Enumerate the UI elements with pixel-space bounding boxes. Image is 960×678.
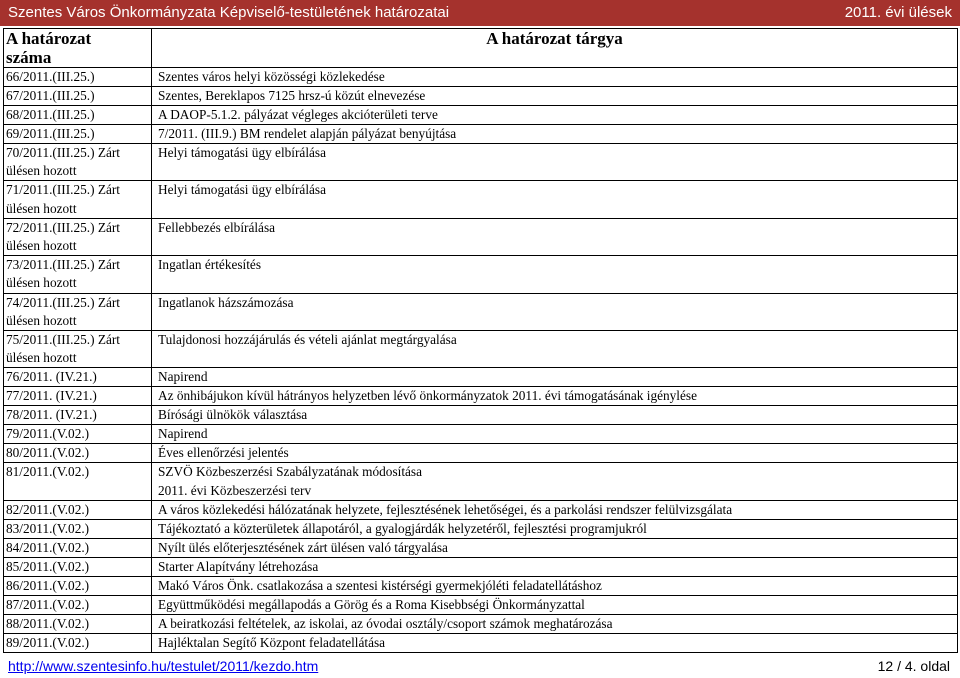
resolution-number: 66/2011.(III.25.) [4, 68, 152, 87]
column-header-subject: A határozat tárgya [152, 29, 958, 68]
resolution-number: 75/2011.(III.25.) Zárt ülésen hozott [4, 331, 152, 368]
resolution-number: 67/2011.(III.25.) [4, 87, 152, 106]
table-row [4, 368, 958, 387]
resolution-subject: Szentes város helyi közösségi közlekedése [152, 68, 958, 87]
table-row [4, 181, 958, 218]
header-session: 2011. évi ülések [844, 4, 952, 21]
table-header-row [4, 29, 958, 68]
table-row [4, 633, 958, 652]
resolution-subject: A város közlekedési hálózatának helyzete, fejlesztésének lehetőségei, és a parkolási rendszer felülvizsgálata [152, 500, 958, 519]
resolution-number: 88/2011.(V.02.) [4, 614, 152, 633]
resolution-number: 69/2011.(III.25.) [4, 125, 152, 144]
resolution-number: 82/2011.(V.02.) [4, 500, 152, 519]
resolution-subject: Helyi támogatási ügy elbírálása [152, 144, 958, 181]
table-row [4, 463, 958, 500]
resolution-number: 84/2011.(V.02.) [4, 538, 152, 557]
resolution-subject: Az önhibájukon kívül hátrányos helyzetben lévő önkormányzatok 2011. évi támogatásának igénylése [152, 387, 958, 406]
table-row [4, 425, 958, 444]
resolution-subject: Fellebbezés elbírálása [152, 218, 958, 255]
resolution-number: 74/2011.(III.25.) Zárt ülésen hozott [4, 293, 152, 330]
resolution-number: 80/2011.(V.02.) [4, 444, 152, 463]
table-row [4, 256, 958, 293]
resolution-subject: Ingatlan értékesítés [152, 256, 958, 293]
table-row [4, 519, 958, 538]
table-row [4, 106, 958, 125]
resolution-number: 78/2011. (IV.21.) [4, 406, 152, 425]
resolution-number: 72/2011.(III.25.) Zárt ülésen hozott [4, 218, 152, 255]
resolution-number: 77/2011. (IV.21.) [4, 387, 152, 406]
resolution-number: 68/2011.(III.25.) [4, 106, 152, 125]
resolution-subject: Tájékoztató a közterületek állapotáról, a gyalogjárdák helyzetéről, fejlesztési programjukról [152, 519, 958, 538]
resolution-number: 85/2011.(V.02.) [4, 557, 152, 576]
resolution-number: 89/2011.(V.02.) [4, 633, 152, 652]
resolution-number: 70/2011.(III.25.) Zárt ülésen hozott [4, 144, 152, 181]
table-row [4, 293, 958, 330]
resolution-number: 73/2011.(III.25.) Zárt ülésen hozott [4, 256, 152, 293]
resolution-number: 81/2011.(V.02.) [4, 463, 152, 500]
resolution-subject: Bírósági ülnökök választása [152, 406, 958, 425]
resolution-subject: Napirend [152, 425, 958, 444]
resolution-subject: Makó Város Önk. csatlakozása a szentesi kistérségi gyermekjóléti feladatellátáshoz [152, 576, 958, 595]
table-row [4, 68, 958, 87]
resolution-number: 76/2011. (IV.21.) [4, 368, 152, 387]
page-footer [0, 655, 960, 677]
page-header [0, 0, 960, 26]
table-row [4, 576, 958, 595]
resolution-subject: 7/2011. (III.9.) BM rendelet alapján pályázat benyújtása [152, 125, 958, 144]
table-row [4, 614, 958, 633]
resolution-number: 71/2011.(III.25.) Zárt ülésen hozott [4, 181, 152, 218]
table-row [4, 387, 958, 406]
resolution-subject: Nyílt ülés előterjesztésének zárt ülésen való tárgyalása [152, 538, 958, 557]
resolution-number: 86/2011.(V.02.) [4, 576, 152, 595]
resolution-subject: Hajléktalan Segítő Központ feladatellátása [152, 633, 958, 652]
resolution-subject: Együttműködési megállapodás a Görög és a Roma Kisebbségi Önkormányzattal [152, 595, 958, 614]
table-row [4, 87, 958, 106]
table-row [4, 444, 958, 463]
table-row [4, 331, 958, 368]
table-row [4, 125, 958, 144]
table-row [4, 500, 958, 519]
source-url-link[interactable]: http://www.szentesinfo.hu/testulet/2011/kezdo.htm [8, 658, 319, 674]
column-header-number: A határozat száma [4, 29, 152, 68]
resolution-number: 79/2011.(V.02.) [4, 425, 152, 444]
table-row [4, 144, 958, 181]
page-number: 12 / 4. oldal [877, 658, 950, 674]
table-row [4, 557, 958, 576]
table-row [4, 218, 958, 255]
resolution-number: 87/2011.(V.02.) [4, 595, 152, 614]
resolution-subject: Tulajdonosi hozzájárulás és vételi ajánlat megtárgyalása [152, 331, 958, 368]
resolution-subject: Szentes, Bereklapos 7125 hrsz-ú közút elnevezése [152, 87, 958, 106]
table-row [4, 538, 958, 557]
resolution-number: 83/2011.(V.02.) [4, 519, 152, 538]
table-row [4, 406, 958, 425]
table-row [4, 595, 958, 614]
resolution-subject: Ingatlanok házszámozása [152, 293, 958, 330]
resolution-subject: Éves ellenőrzési jelentés [152, 444, 958, 463]
resolution-subject: SZVÖ Közbeszerzési Szabályzatának módosítása 2011. évi Közbeszerzési terv [152, 463, 958, 500]
resolutions-table [3, 28, 958, 653]
resolution-subject: Napirend [152, 368, 958, 387]
header-title: Szentes Város Önkormányzata Képviselő-testületének határozatai [8, 4, 450, 21]
resolution-subject: A beiratkozási feltételek, az iskolai, az óvodai osztály/csoport számok meghatározása [152, 614, 958, 633]
resolution-subject: Helyi támogatási ügy elbírálása [152, 181, 958, 218]
resolution-subject: A DAOP-5.1.2. pályázat végleges akcióterületi terve [152, 106, 958, 125]
resolution-subject: Starter Alapítvány létrehozása [152, 557, 958, 576]
